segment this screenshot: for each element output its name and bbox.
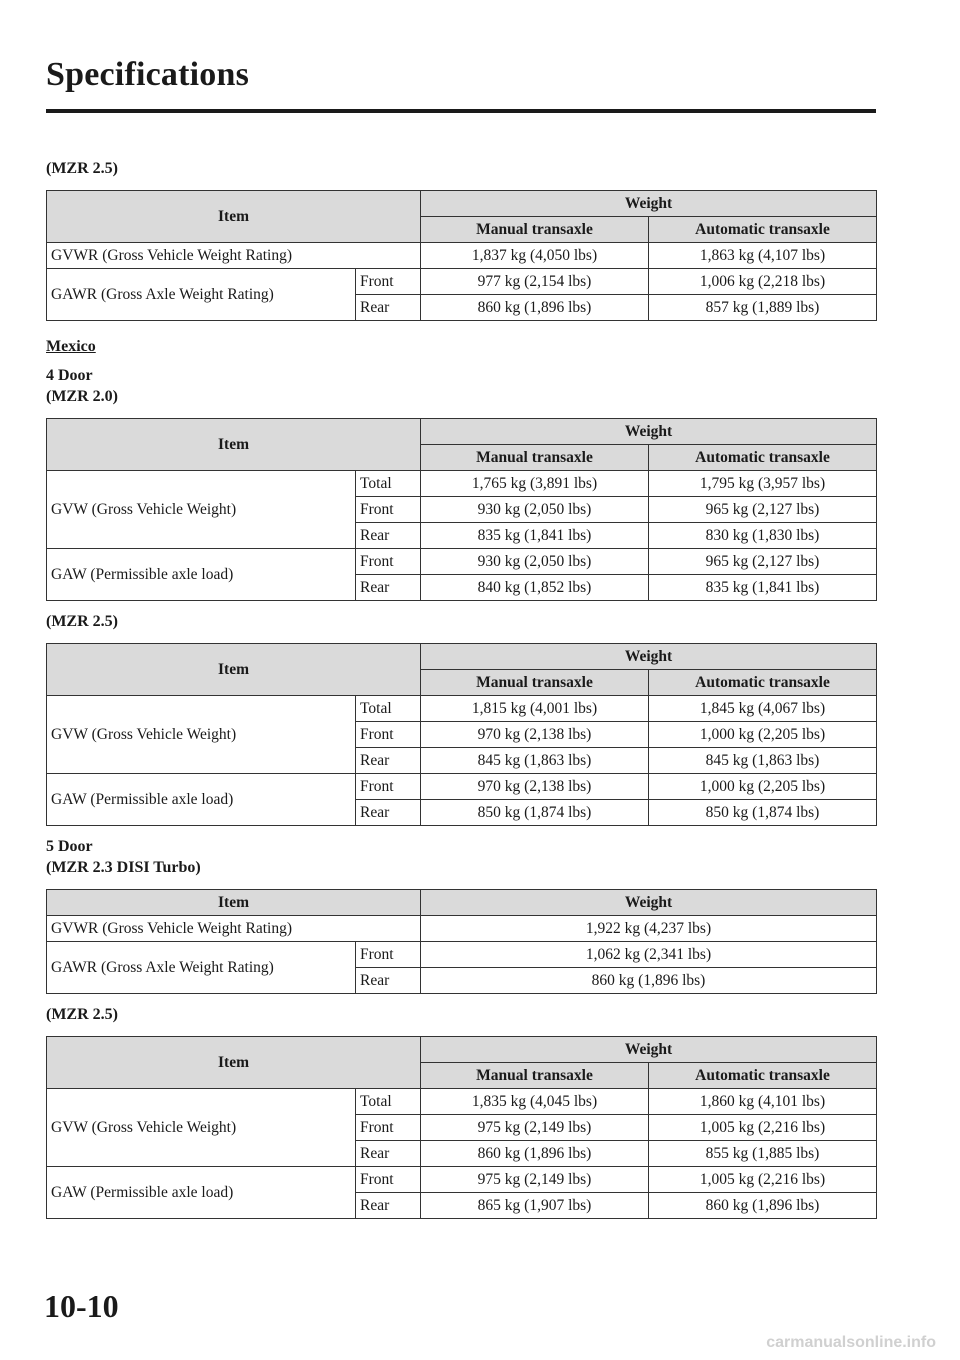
- cell-value: 1,860 kg (4,101 lbs): [649, 1089, 877, 1115]
- row-label: GVW (Gross Vehicle Weight): [47, 696, 356, 774]
- cell-value: 865 kg (1,907 lbs): [421, 1193, 649, 1219]
- cell-value: 1,795 kg (3,957 lbs): [649, 471, 877, 497]
- axle-label: Front: [356, 1167, 421, 1193]
- axle-label: Front: [356, 497, 421, 523]
- cell-value: 930 kg (2,050 lbs): [421, 497, 649, 523]
- door-heading: 5 Door: [46, 838, 93, 855]
- table-row: [47, 269, 877, 295]
- axle-label: Front: [356, 774, 421, 800]
- axle-label: Front: [356, 722, 421, 748]
- cell-value: 835 kg (1,841 lbs): [649, 575, 877, 601]
- cell-value: 977 kg (2,154 lbs): [421, 269, 649, 295]
- cell-value: 845 kg (1,863 lbs): [421, 748, 649, 774]
- cell-value: 860 kg (1,896 lbs): [421, 968, 877, 994]
- header-weight: Weight: [421, 644, 877, 670]
- header-item: Item: [47, 191, 421, 243]
- header-item: Item: [47, 1037, 421, 1089]
- row-label: GVWR (Gross Vehicle Weight Rating): [47, 243, 421, 269]
- header-manual: Manual transaxle: [421, 670, 649, 696]
- section-heading: (MZR 2.5): [46, 613, 118, 630]
- cell-value: 1,835 kg (4,045 lbs): [421, 1089, 649, 1115]
- axle-label: Rear: [356, 295, 421, 321]
- cell-value: 1,006 kg (2,218 lbs): [649, 269, 877, 295]
- weight-table-mzr25-5door: [46, 1036, 877, 1219]
- header-automatic: Automatic transaxle: [649, 670, 877, 696]
- cell-value: 1,765 kg (3,891 lbs): [421, 471, 649, 497]
- axle-label: Front: [356, 942, 421, 968]
- header-item: Item: [47, 644, 421, 696]
- section-heading: (MZR 2.5): [46, 1006, 118, 1023]
- axle-label: Rear: [356, 748, 421, 774]
- cell-value: 1,000 kg (2,205 lbs): [649, 722, 877, 748]
- axle-label: Total: [356, 1089, 421, 1115]
- cell-value: 1,845 kg (4,067 lbs): [649, 696, 877, 722]
- region-heading: Mexico: [46, 338, 96, 355]
- cell-value: 845 kg (1,863 lbs): [649, 748, 877, 774]
- table-row: [47, 942, 877, 968]
- header-weight: Weight: [421, 1037, 877, 1063]
- cell-value: 930 kg (2,050 lbs): [421, 549, 649, 575]
- header-automatic: Automatic transaxle: [649, 1063, 877, 1089]
- header-manual: Manual transaxle: [421, 217, 649, 243]
- header-automatic: Automatic transaxle: [649, 217, 877, 243]
- header-weight: Weight: [421, 890, 877, 916]
- cell-value: 1,005 kg (2,216 lbs): [649, 1115, 877, 1141]
- row-label: GAWR (Gross Axle Weight Rating): [47, 269, 356, 321]
- row-label: GVWR (Gross Vehicle Weight Rating): [47, 916, 421, 942]
- axle-label: Rear: [356, 1193, 421, 1219]
- axle-label: Total: [356, 471, 421, 497]
- cell-value: 1,837 kg (4,050 lbs): [421, 243, 649, 269]
- header-item: Item: [47, 419, 421, 471]
- cell-value: 860 kg (1,896 lbs): [421, 295, 649, 321]
- page-content: [46, 158, 876, 1219]
- cell-value: 975 kg (2,149 lbs): [421, 1167, 649, 1193]
- section-heading: (MZR 2.3 DISI Turbo): [46, 859, 201, 876]
- weight-table-mzr25-4door: [46, 643, 877, 826]
- cell-value: 850 kg (1,874 lbs): [649, 800, 877, 826]
- table-row: [47, 774, 877, 800]
- cell-value: 835 kg (1,841 lbs): [421, 523, 649, 549]
- section-heading: (MZR 2.0): [46, 388, 118, 405]
- cell-value: 855 kg (1,885 lbs): [649, 1141, 877, 1167]
- header-automatic: Automatic transaxle: [649, 445, 877, 471]
- header-weight: Weight: [421, 419, 877, 445]
- section-heading: (MZR 2.5): [46, 160, 118, 177]
- table-row: [47, 916, 877, 942]
- cell-value: 860 kg (1,896 lbs): [421, 1141, 649, 1167]
- table-row: [47, 696, 877, 722]
- table-row: [47, 1167, 877, 1193]
- cell-value: 970 kg (2,138 lbs): [421, 722, 649, 748]
- axle-label: Rear: [356, 800, 421, 826]
- axle-label: Rear: [356, 523, 421, 549]
- cell-value: 1,062 kg (2,341 lbs): [421, 942, 877, 968]
- title-rule: [46, 109, 876, 113]
- cell-value: 1,863 kg (4,107 lbs): [649, 243, 877, 269]
- cell-value: 970 kg (2,138 lbs): [421, 774, 649, 800]
- cell-value: 1,000 kg (2,205 lbs): [649, 774, 877, 800]
- cell-value: 840 kg (1,852 lbs): [421, 575, 649, 601]
- cell-value: 965 kg (2,127 lbs): [649, 549, 877, 575]
- row-label: GAW (Permissible axle load): [47, 774, 356, 826]
- weight-table-turbo: [46, 889, 877, 994]
- door-heading: 4 Door: [46, 367, 93, 384]
- axle-label: Rear: [356, 575, 421, 601]
- table-row: [47, 549, 877, 575]
- watermark: carmanualsonline.info: [766, 1334, 936, 1351]
- cell-value: 1,815 kg (4,001 lbs): [421, 696, 649, 722]
- axle-label: Rear: [356, 968, 421, 994]
- cell-value: 1,005 kg (2,216 lbs): [649, 1167, 877, 1193]
- header-manual: Manual transaxle: [421, 445, 649, 471]
- axle-label: Rear: [356, 1141, 421, 1167]
- table-row: [47, 243, 877, 269]
- row-label: GVW (Gross Vehicle Weight): [47, 471, 356, 549]
- row-label: GVW (Gross Vehicle Weight): [47, 1089, 356, 1167]
- axle-label: Front: [356, 269, 421, 295]
- table-row: [47, 471, 877, 497]
- header-item: Item: [47, 890, 421, 916]
- cell-value: 850 kg (1,874 lbs): [421, 800, 649, 826]
- cell-value: 857 kg (1,889 lbs): [649, 295, 877, 321]
- axle-label: Total: [356, 696, 421, 722]
- header-weight: Weight: [421, 191, 877, 217]
- row-label: GAW (Permissible axle load): [47, 1167, 356, 1219]
- axle-label: Front: [356, 549, 421, 575]
- page-title: Specifications: [46, 56, 250, 93]
- cell-value: 830 kg (1,830 lbs): [649, 523, 877, 549]
- cell-value: 1,922 kg (4,237 lbs): [421, 916, 877, 942]
- row-label: GAWR (Gross Axle Weight Rating): [47, 942, 356, 994]
- cell-value: 860 kg (1,896 lbs): [649, 1193, 877, 1219]
- page-number: 10-10: [44, 1288, 119, 1324]
- table-row: [47, 1089, 877, 1115]
- weight-table-mzr20: [46, 418, 877, 601]
- cell-value: 965 kg (2,127 lbs): [649, 497, 877, 523]
- header-manual: Manual transaxle: [421, 1063, 649, 1089]
- cell-value: 975 kg (2,149 lbs): [421, 1115, 649, 1141]
- weight-table-mzr25: [46, 190, 877, 321]
- axle-label: Front: [356, 1115, 421, 1141]
- row-label: GAW (Permissible axle load): [47, 549, 356, 601]
